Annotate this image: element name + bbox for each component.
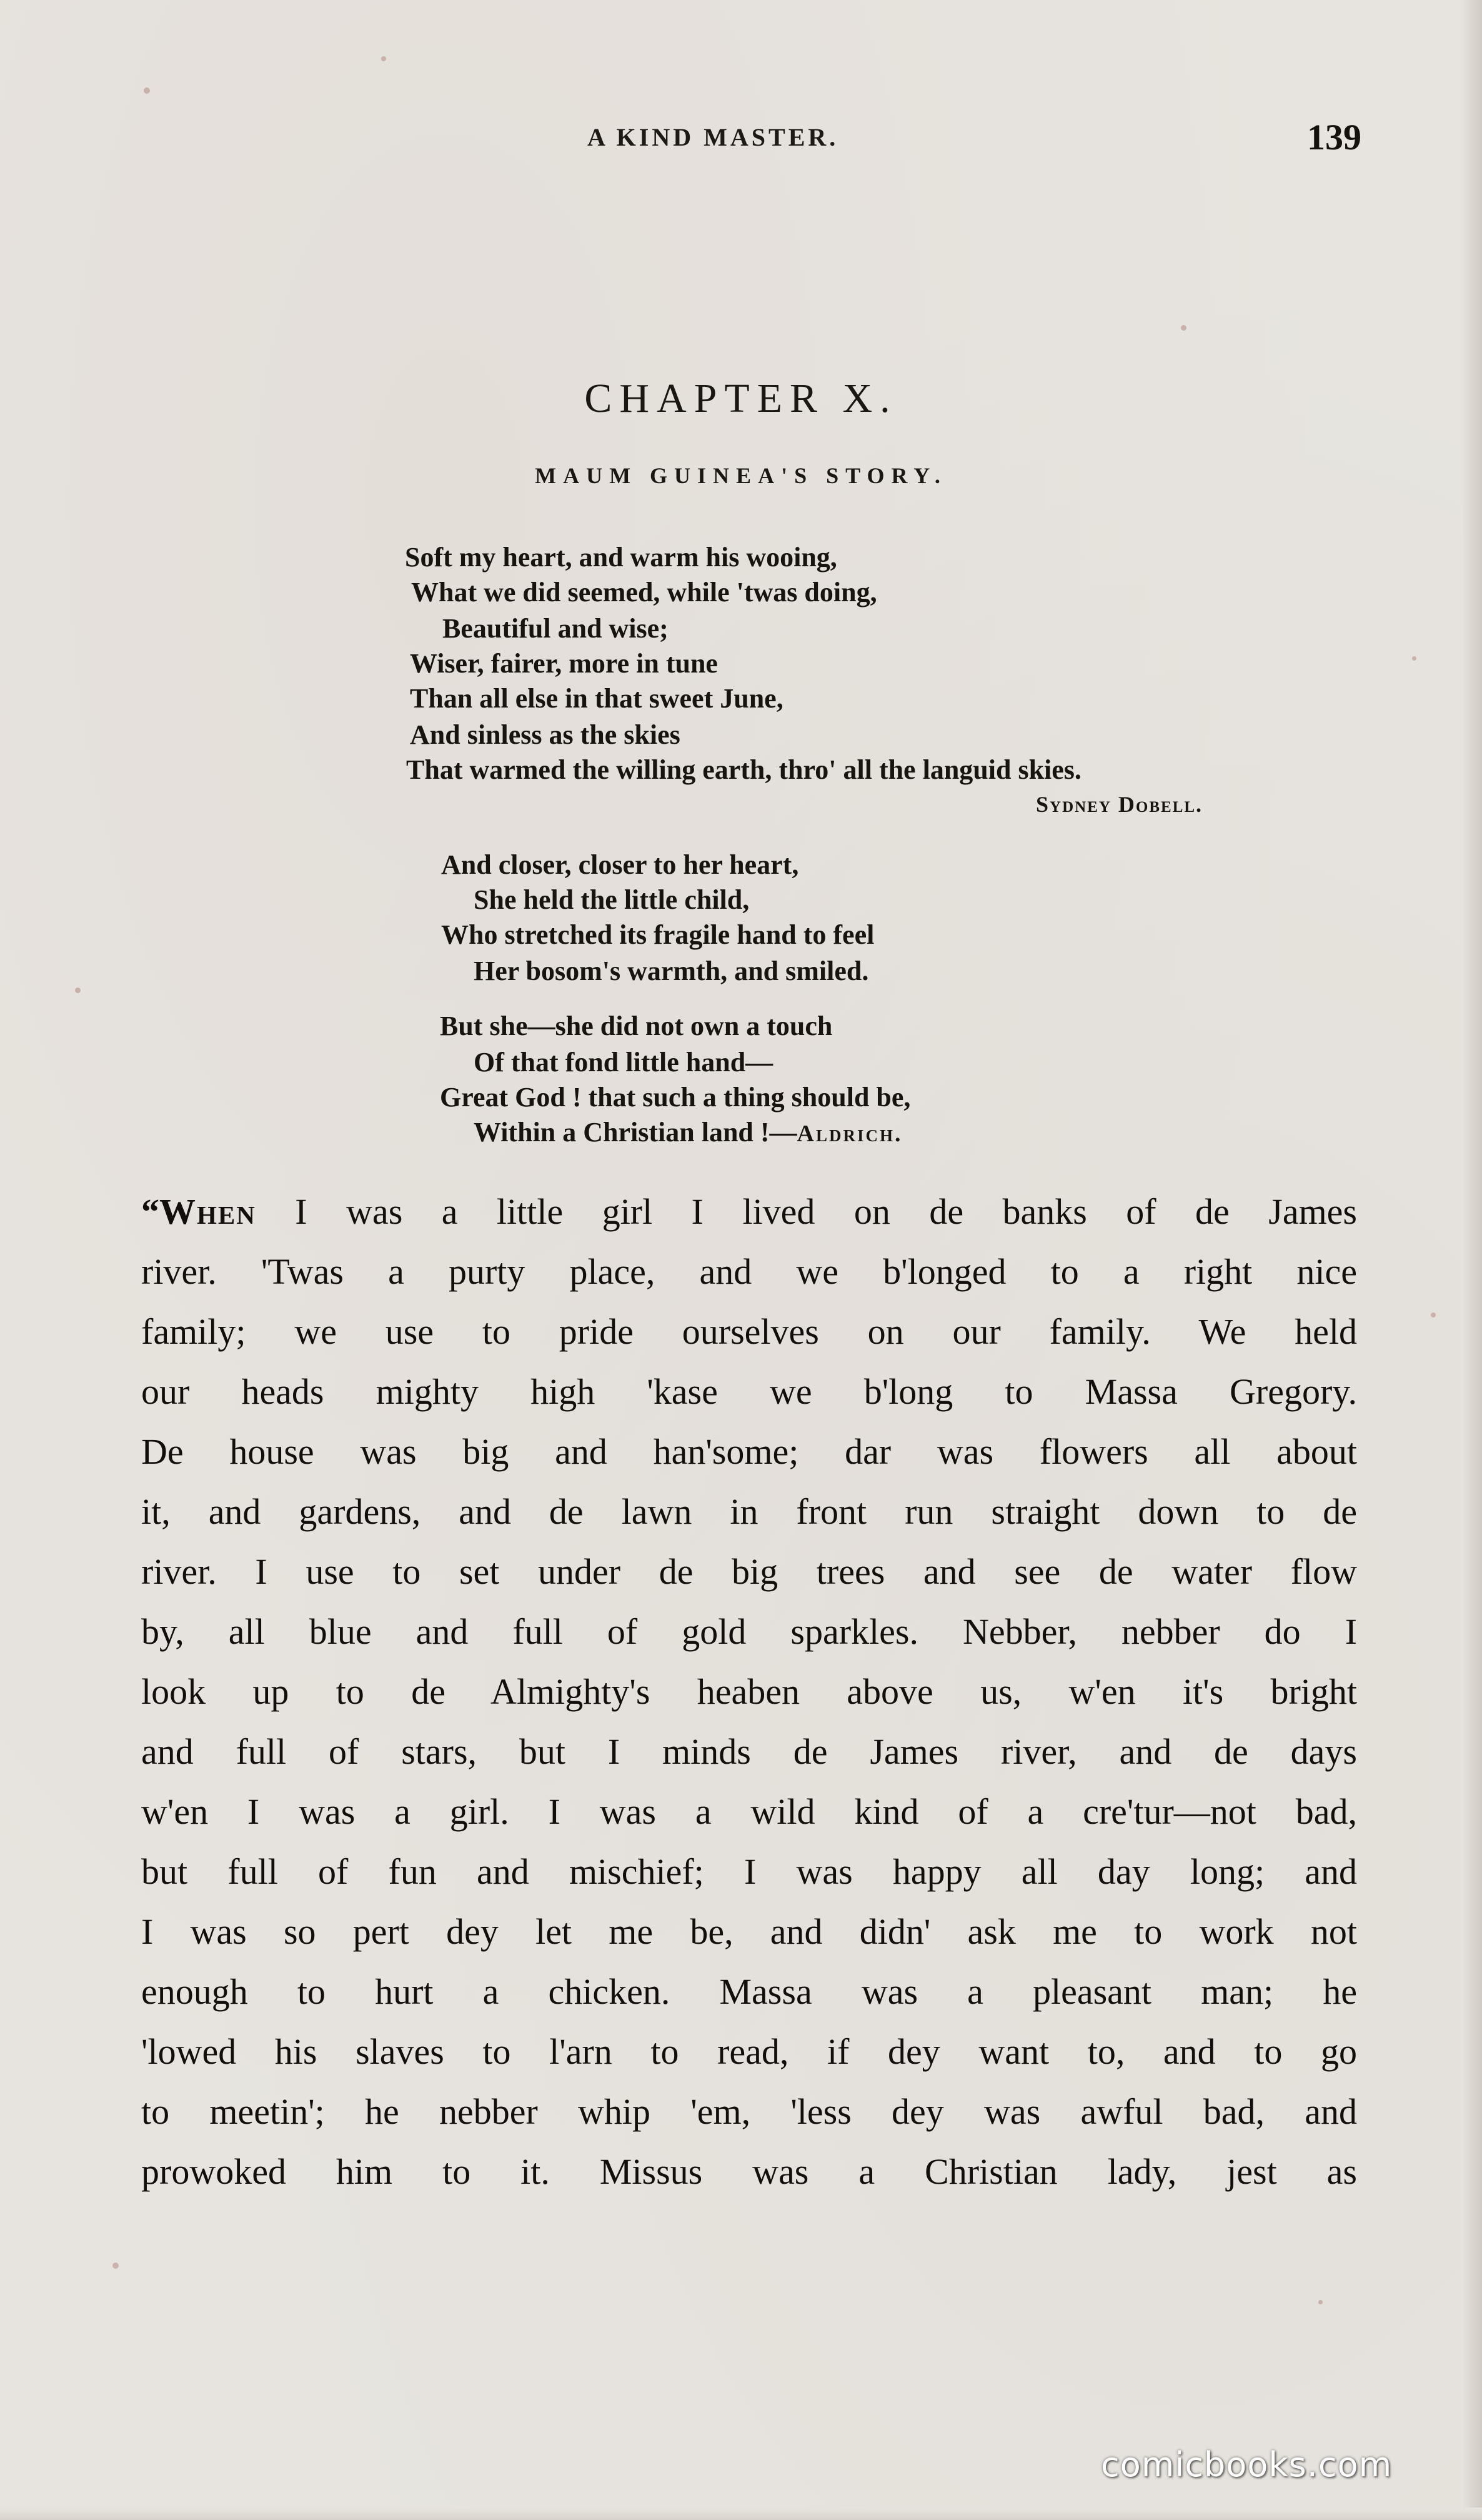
paper-speck [144,88,150,94]
prose-line: river. I use to set under de big trees and see de water flow [141,1551,1357,1592]
poem-line: That warmed the willing earth, thro' all the languid skies. [406,754,1082,785]
poem-line-text: Within a Christian land !— [474,1117,797,1148]
paper-speck [75,988,81,993]
poem-line: And sinless as the skies [410,719,680,750]
poem-line-with-attribution [474,1116,903,1148]
prose-line: family; we use to pride ourselves on our family. We held [141,1311,1357,1352]
poem-line: What we did seemed, while 'twas doing, [411,577,877,608]
prose-line: by, all blue and full of gold sparkles. Nebber, nebber do I [141,1611,1357,1652]
chapter-subtitle: MAUM GUINEA'S STORY. [535,463,947,488]
paper-speck [1431,1312,1436,1318]
prose-line: it, and gardens, and de lawn in front run straight down to de [141,1491,1357,1532]
prose-line: our heads mighty high 'kase we b'long to Massa Gregory. [141,1371,1357,1412]
poem-line: But she—she did not own a touch [440,1011,833,1041]
prose-line: but full of fun and mischief; I was happy all day long; and [141,1851,1357,1892]
paper-speck [381,56,386,61]
epigraph-attribution: Aldrich. [797,1121,903,1147]
paper-speck [1412,656,1416,661]
poem-line: Soft my heart, and warm his wooing, [405,542,837,572]
watermark: comicbooks.com [1101,2445,1393,2484]
paper-speck [112,2262,119,2269]
paper-speck [1181,325,1186,331]
prose-line: 'lowed his slaves to l'arn to read, if dey want to, and to go [141,2031,1357,2072]
prose-line: enough to hurt a chicken. Massa was a pleasant man; he [141,1971,1357,2012]
poem-line: Who stretched its fragile hand to feel [441,919,875,950]
poem-line: Wiser, fairer, more in tune [410,648,718,679]
epigraph-attribution: Sydney Dobell. [1036,792,1203,817]
chapter-title: CHAPTER X. [584,376,898,421]
opening-quote: “ [141,1191,159,1232]
prose-text: I was a little girl I lived on de banks of de James [256,1191,1357,1232]
page-number: 139 [1307,117,1361,158]
paper-speck [1318,2300,1323,2304]
poem-line: And closer, closer to her heart, [441,849,799,880]
prose-line: and full of stars, but I minds de James river, and de days [141,1731,1357,1772]
prose-line: I was so pert dey let me be, and didn' ask me to work not [141,1911,1357,1952]
prose-line: De house was big and han'some; dar was flowers all about [141,1431,1357,1472]
poem-line: She held the little child, [474,884,750,915]
poem-line: Of that fond little hand— [474,1047,773,1078]
prose-line: prowoked him to it. Missus was a Christian lady, jest as [141,2151,1357,2192]
prose-line: river. 'Twas a purty place, and we b'longed to a right nice [141,1251,1357,1292]
prose-line: look up to de Almighty's heaben above us, w'en it's bright [141,1671,1357,1712]
page-bottom-edge [0,2508,1482,2520]
prose-line [141,1190,1357,1234]
poem-line: Great God ! that such a thing should be, [440,1082,911,1112]
prose-line: w'en I was a girl. I was a wild kind of a cre'tur—not bad, [141,1791,1357,1832]
running-head: A KIND MASTER. [587,123,839,151]
poem-line: Beautiful and wise; [442,613,669,644]
prose-line: to meetin'; he nebber whip 'em, 'less dey was awful bad, and [141,2091,1357,2132]
opening-word: When [159,1191,256,1232]
poem-line: Than all else in that sweet June, [410,683,783,714]
poem-line: Her bosom's warmth, and smiled. [474,956,869,986]
